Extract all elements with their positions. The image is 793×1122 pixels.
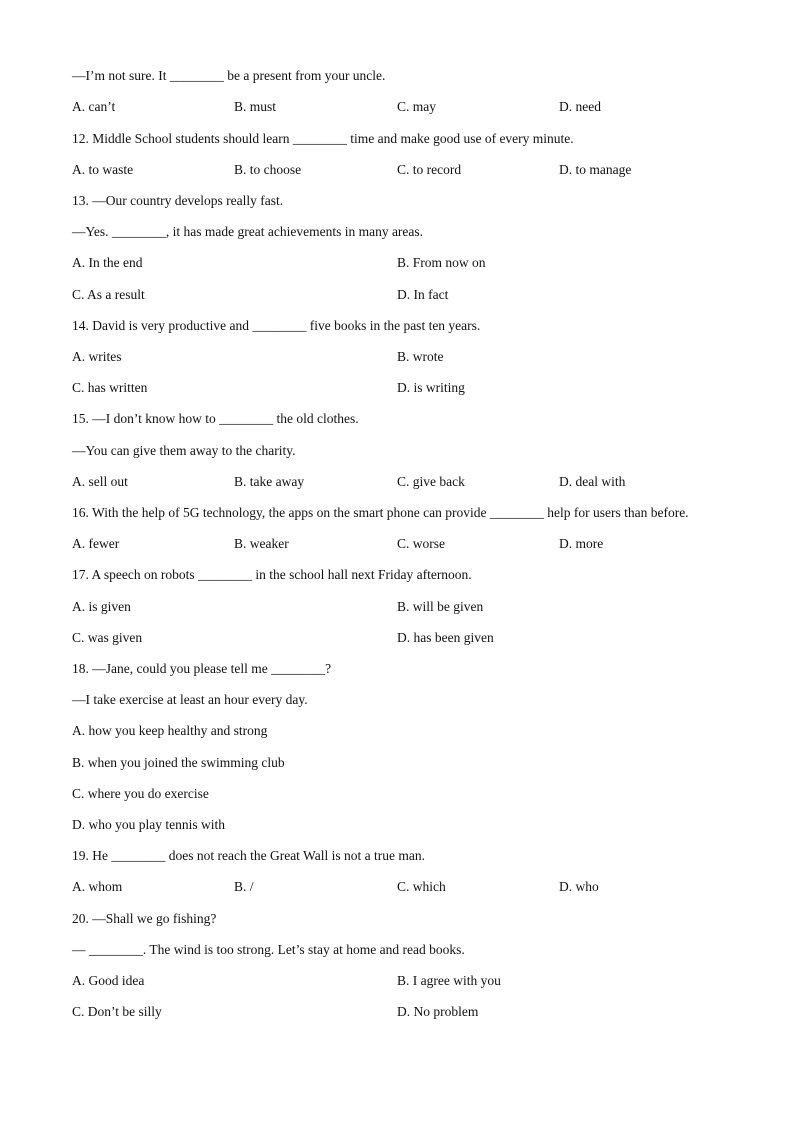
question-text: —I’m not sure. It ________ be a present from your uncle. — [72, 68, 386, 83]
question-text: —Yes. ________, it has made great achievements in many areas. — [72, 224, 424, 239]
option-d: D. In fact — [397, 287, 449, 302]
option-c: C. was given — [72, 630, 143, 645]
question-text: 13. —Our country develops really fast. — [72, 193, 284, 208]
option-c: C. has written — [72, 380, 148, 395]
option-a: A. fewer — [72, 536, 120, 551]
option-d: D. has been given — [397, 630, 494, 645]
option-c: C. to record — [397, 162, 462, 177]
question-text: 15. —I don’t know how to ________ the old clothes. — [72, 411, 359, 426]
option-a: A. how you keep healthy and strong — [72, 723, 268, 738]
option-d: D. who you play tennis with — [72, 817, 225, 832]
option-d: D. to manage — [559, 162, 632, 177]
option-a: A. In the end — [72, 255, 143, 270]
option-b: B. weaker — [234, 536, 289, 551]
option-c: C. where you do exercise — [72, 786, 209, 801]
option-a: A. whom — [72, 879, 123, 894]
option-d: D. is writing — [397, 380, 465, 395]
option-b: B. / — [234, 879, 254, 894]
option-d: D. who — [559, 879, 599, 894]
question-text: — ________. The wind is too strong. Let’s stay at home and read books. — [72, 942, 465, 957]
option-d: D. need — [559, 99, 601, 114]
option-c: C. may — [397, 99, 436, 114]
option-a: A. sell out — [72, 474, 128, 489]
option-b: B. to choose — [234, 162, 302, 177]
question-text: 18. —Jane, could you please tell me ________? — [72, 661, 332, 676]
option-d: D. more — [559, 536, 604, 551]
option-a: A. to waste — [72, 162, 134, 177]
question-text: —I take exercise at least an hour every day. — [72, 692, 308, 707]
option-c: C. which — [397, 879, 446, 894]
question-text: —You can give them away to the charity. — [72, 443, 296, 458]
question-text: 20. —Shall we go fishing? — [72, 911, 217, 926]
option-b: B. From now on — [397, 255, 486, 270]
question-text: 16. With the help of 5G technology, the apps on the smart phone can provide ________ help for users than before. — [72, 505, 689, 520]
option-b: B. must — [234, 99, 277, 114]
question-text: 12. Middle School students should learn ________ time and make good use of every minute. — [72, 131, 574, 146]
option-d: D. deal with — [559, 474, 626, 489]
option-a: A. writes — [72, 349, 122, 364]
question-text: 17. A speech on robots ________ in the school hall next Friday afternoon. — [72, 567, 472, 582]
option-c: C. Don’t be silly — [72, 1004, 162, 1019]
option-d: D. No problem — [397, 1004, 479, 1019]
option-b: B. when you joined the swimming club — [72, 755, 285, 770]
option-a: A. can’t — [72, 99, 116, 114]
option-c: C. give back — [397, 474, 465, 489]
question-text: 19. He ________ does not reach the Great Wall is not a true man. — [72, 848, 425, 863]
option-b: B. I agree with you — [397, 973, 501, 988]
option-b: B. take away — [234, 474, 305, 489]
option-c: C. worse — [397, 536, 445, 551]
option-b: B. wrote — [397, 349, 444, 364]
option-a: A. is given — [72, 599, 131, 614]
question-text: 14. David is very productive and ________ five books in the past ten years. — [72, 318, 481, 333]
option-a: A. Good idea — [72, 973, 145, 988]
option-c: C. As a result — [72, 287, 145, 302]
option-b: B. will be given — [397, 599, 484, 614]
